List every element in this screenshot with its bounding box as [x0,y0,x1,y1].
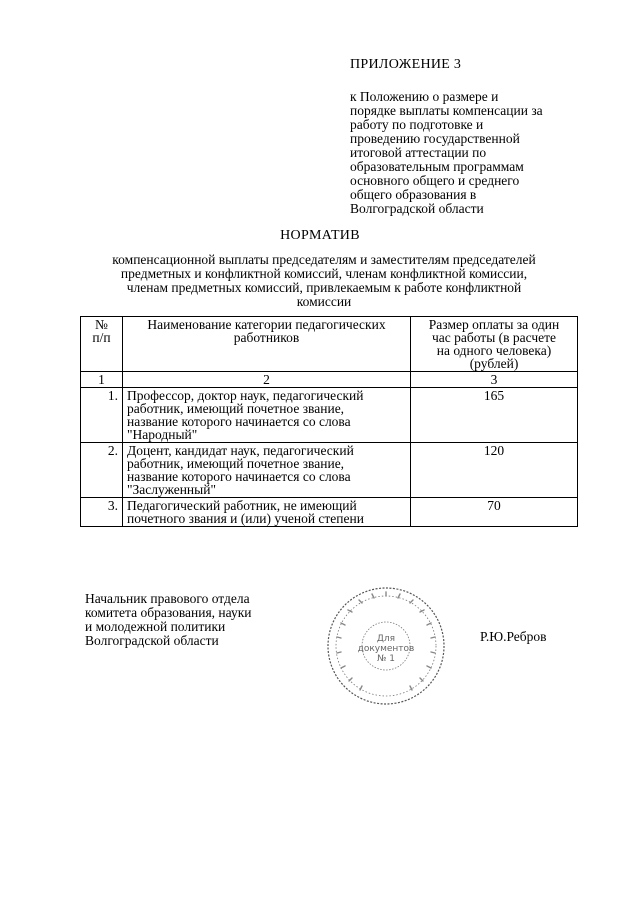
header-text: работников [233,330,300,345]
category-line: Педагогический работник, не имеющий [127,498,357,513]
subtitle-line: компенсационной выплаты председателям и заместителям председателей [112,252,536,267]
appendix-title: ПРИЛОЖЕНИЕ 3 [350,57,462,72]
appendix-line: итоговой аттестации по [350,145,487,160]
table-row [81,498,578,527]
signatory-name: Р.Ю.Ребров [480,629,547,644]
header-rate [411,317,578,372]
header-category [123,317,411,372]
row-category [123,443,411,498]
row-number: 2. [81,443,123,498]
header-text: п/п [92,330,111,345]
category-line: название которого начинается со слова [127,469,351,484]
appendix-line: образовательным программам [350,159,524,174]
table-row [81,388,578,443]
position-line: Волгоградской области [85,633,219,648]
category-line: Доцент, кандидат наук, педагогический [127,443,354,458]
seal-text-line: № 1 [377,654,395,664]
document-subtitle [80,253,568,309]
header-text: Размер оплаты за один [428,317,560,332]
appendix-block [350,58,590,216]
subtitle-line: предметных и конфликтной комиссий, членам конфликтной комиссии, [120,266,528,281]
position-line: и молодежной политики [85,619,226,634]
position-line: комитета образования, науки [85,605,252,620]
numbering-cell: 3 [411,372,578,388]
subtitle-line: членам предметных комиссий, привлекаемым к работе конфликтной [126,280,522,295]
header-text: на одного человека) [436,343,552,358]
row-category [123,498,411,527]
seal-text-line: Для [376,634,396,644]
official-seal-stamp [325,585,447,707]
appendix-line: работу по подготовке и [350,117,484,132]
header-text: Наименование категории педагогических [147,317,386,332]
row-rate: 120 [411,443,578,498]
category-line: работник, имеющий почетное звание, [127,401,345,416]
document-heading: НОРМАТИВ [280,228,360,243]
seal-text-line: документов [357,644,415,654]
category-line: название которого начинается со слова [127,414,351,429]
appendix-line: Волгоградской области [350,201,484,216]
header-text: № [95,317,108,332]
category-line: "Заслуженный" [127,482,216,497]
category-line: почетного звания и (или) ученой степени [127,511,364,526]
category-line: Профессор, доктор наук, педагогический [127,388,364,403]
appendix-line: к Положению о размере и [350,89,499,104]
row-number: 3. [81,498,123,527]
subtitle-line: комиссии [296,294,352,309]
header-text: час работы (в расчете [431,330,557,345]
table-row [81,443,578,498]
header-text: (рублей) [469,356,519,371]
appendix-line: общего образования в [350,187,477,202]
table-header-row [81,317,578,372]
row-number: 1. [81,388,123,443]
signatory-position [85,592,251,648]
appendix-line: проведению государственной [350,131,520,146]
header-number [81,317,123,372]
table-numbering-row [81,372,578,388]
row-rate: 165 [411,388,578,443]
category-line: работник, имеющий почетное звание, [127,456,345,471]
row-category [123,388,411,443]
numbering-cell: 1 [81,372,123,388]
norm-table [80,316,578,527]
appendix-line: основного общего и среднего [350,173,520,188]
category-line: "Народный" [127,427,198,442]
numbering-cell: 2 [123,372,411,388]
position-line: Начальник правового отдела [85,591,250,606]
row-rate: 70 [411,498,578,527]
appendix-line: порядке выплаты компенсации за [350,103,543,118]
